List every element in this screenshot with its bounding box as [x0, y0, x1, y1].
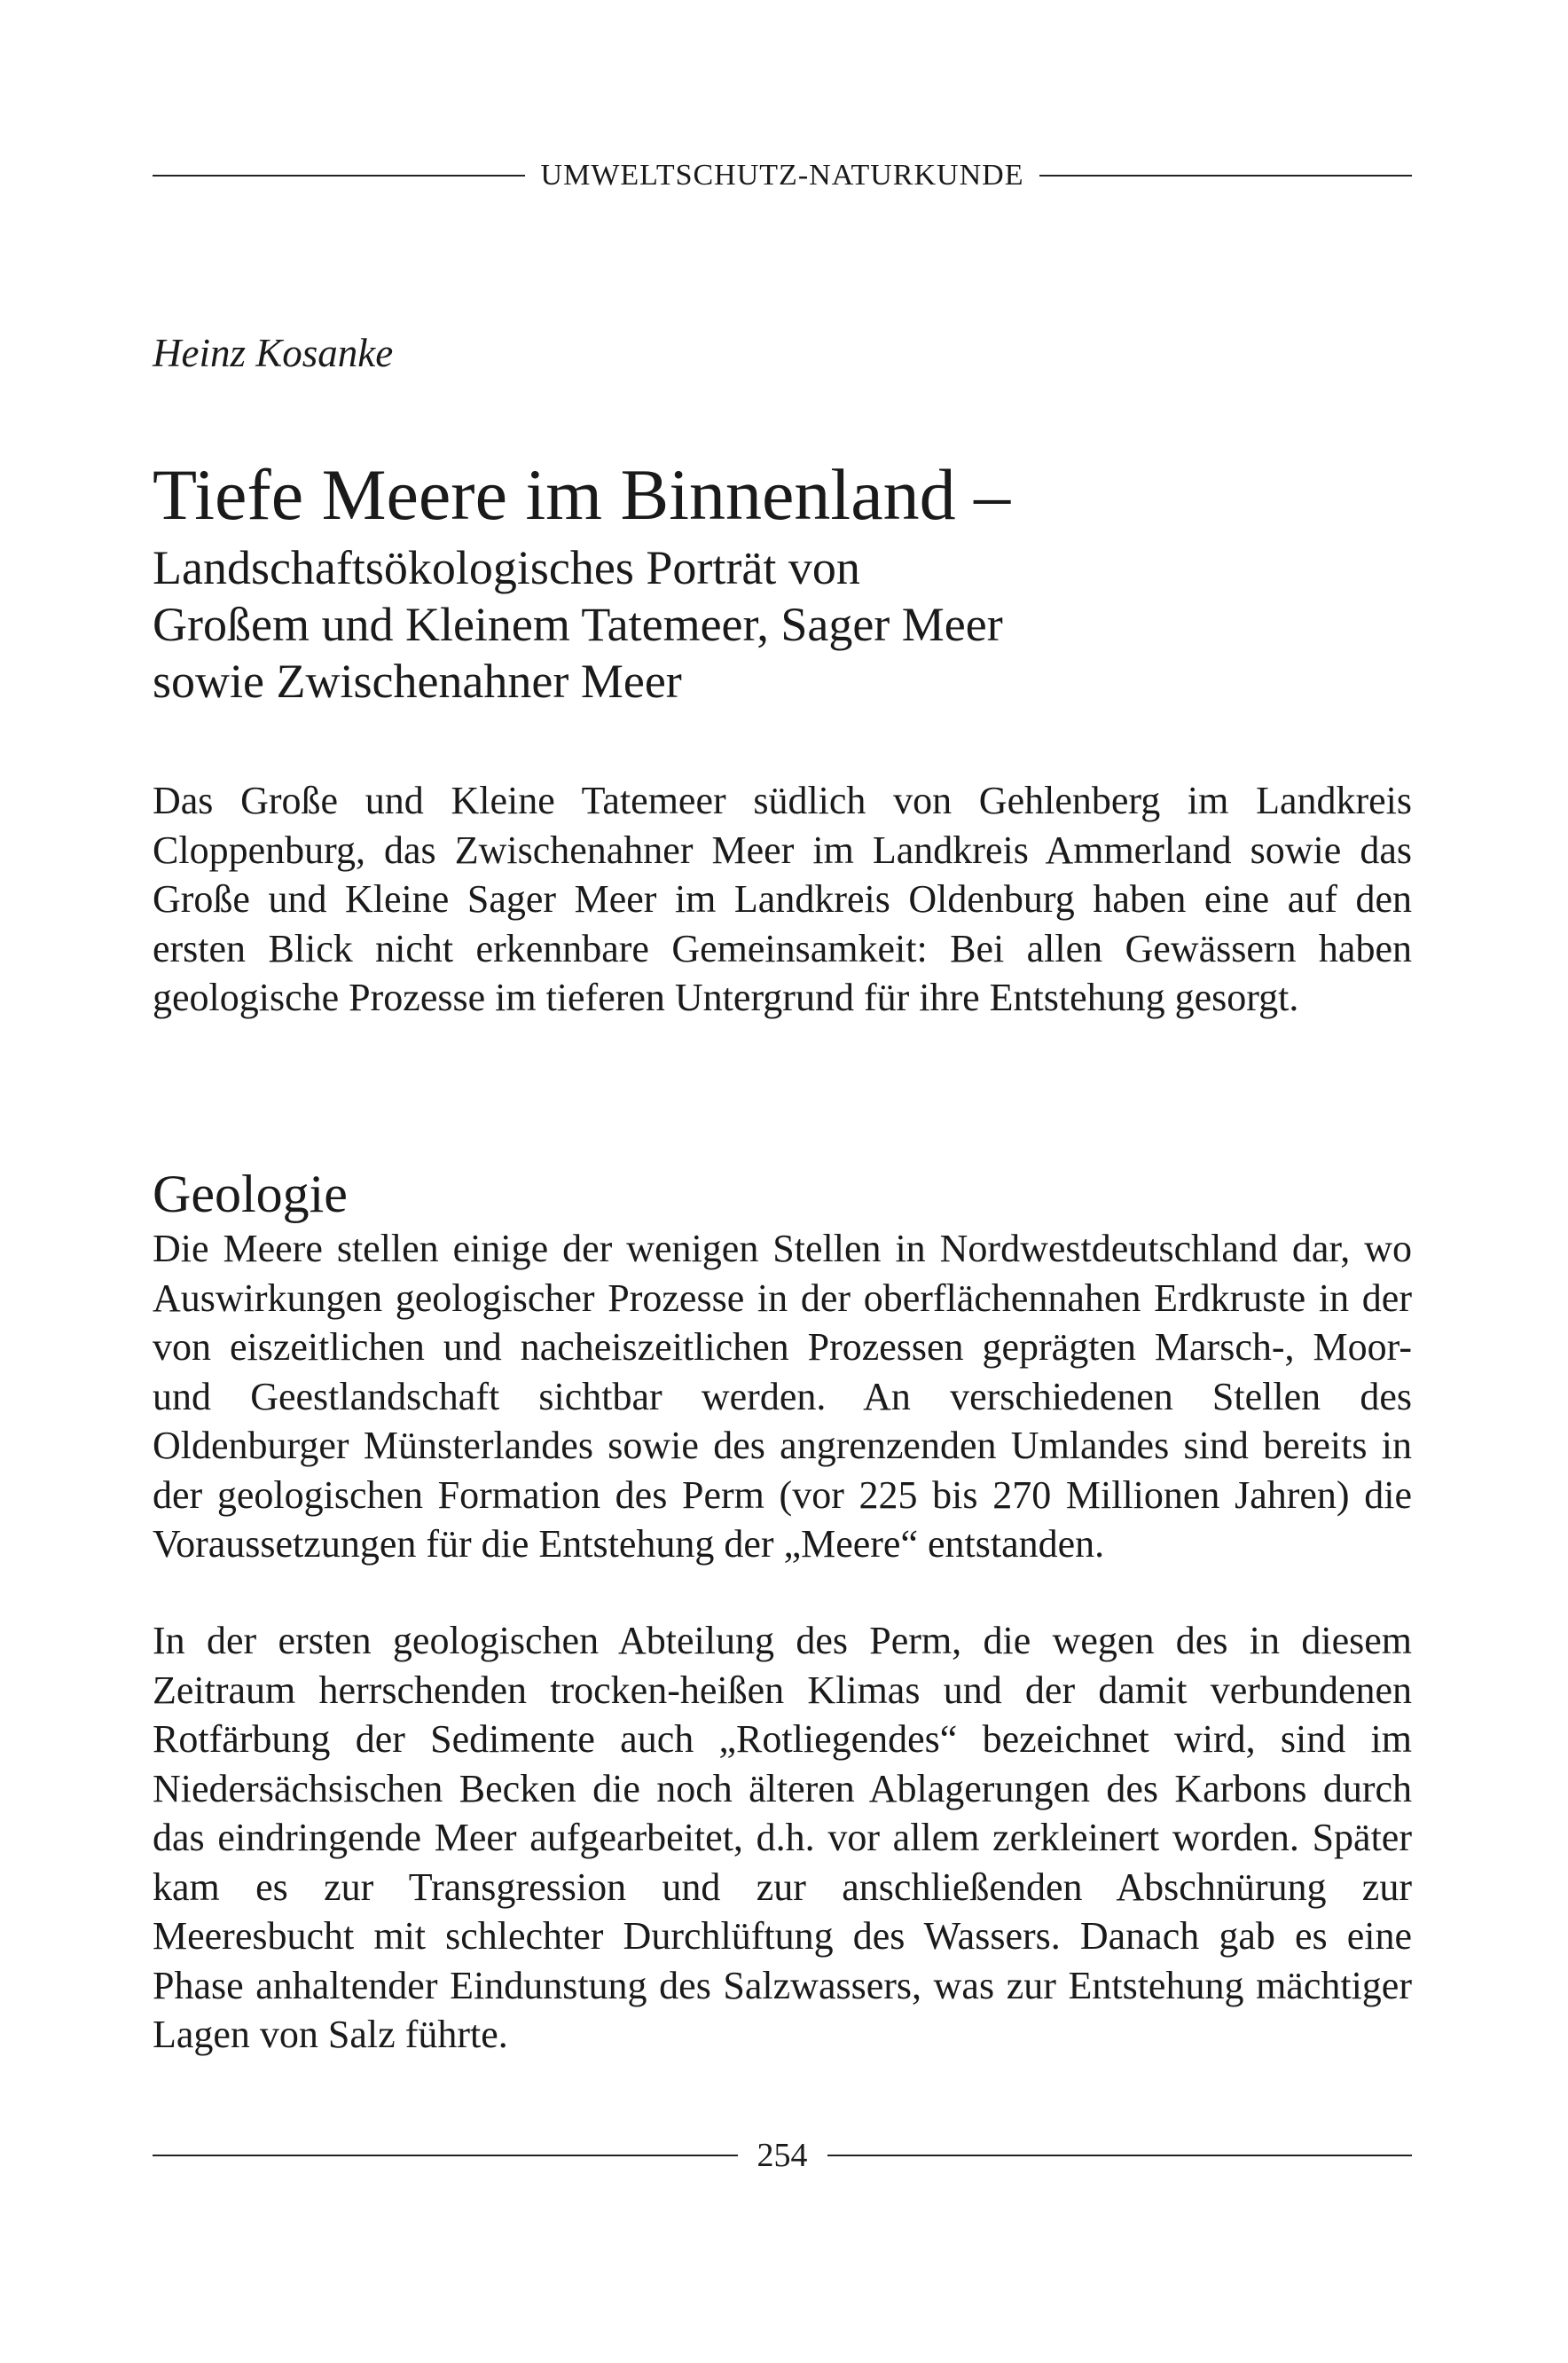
- page-number: 254: [757, 2137, 808, 2174]
- footer-rule-right: [827, 2155, 1413, 2156]
- subtitle-line: Großem und Kleinem Tatemeer, Sager Meer: [153, 598, 1003, 651]
- author-name: Heinz Kosanke: [153, 331, 394, 375]
- title-block: [153, 451, 1412, 710]
- subtitle-line: sowie Zwischenahner Meer: [153, 655, 682, 708]
- running-header: [153, 158, 1412, 193]
- page-footer: [153, 2136, 1412, 2175]
- footer-rule-left: [153, 2155, 738, 2156]
- header-rule-left: [153, 175, 525, 177]
- intro-paragraph: Das Große und Kleine Tatemeer südlich von Gehlenberg im Landkreis Cloppenburg, das Zwischenahner Meer im Landkreis Ammerland sowie das Große und Kleine Sager Meer im Landkreis Oldenburg haben eine auf den ersten Blick nicht erkennbare Gemeinsamkeit: Bei allen Gewässern haben geologische Prozesse im tieferen Untergrund für ihre Entstehung gesorgt.: [153, 779, 1412, 1019]
- subtitle-line: Landschaftsökologisches Porträt von: [153, 541, 860, 594]
- running-title: UMWELTSCHUTZ-NATURKUNDE: [540, 159, 1024, 192]
- body-paragraph: Die Meere stellen einige der wenigen Stellen in Nordwestdeutschland dar, wo Auswirkungen geologischer Prozesse in der oberflächennahen Erdkruste in der von eiszeitlichen und nacheiszeitlichen Prozessen geprägten Marsch-, Moor- und Geestlandschaft sichtbar werden. An verschiedenen Stellen des Oldenburger Münsterlandes sowie des angrenzenden Umlandes sind bereits in der geologischen Formation des Perm (vor 225 bis 270 Millionen Jahren) die Voraussetzungen für die Entstehung der „Meere“ entstanden.: [153, 1227, 1412, 1566]
- article-title: Tiefe Meere im Binnenland –: [153, 454, 1011, 535]
- header-rule-right: [1039, 175, 1412, 177]
- section-heading: Geologie: [153, 1165, 348, 1223]
- body-paragraph: In der ersten geologischen Abteilung des Perm, die wegen des in diesem Zeitraum herrschenden trocken-heißen Klimas und der damit verbundenen Rotfärbung der Sedimente auch „Rotliegendes“ bezeichnet wird, sind im Niedersächsischen Becken die noch älteren Ablagerungen des Karbons durch das eindringende Meer aufgearbeitet, d.h. vor allem zerkleinert worden. Später kam es zur Transgression und zur anschließenden Abschnürung zur Meeresbucht mit schlechter Durchlüftung des Wassers. Danach gab es eine Phase anhaltender Eindunstung des Salzwassers, was zur Entstehung mächtiger Lagen von Salz führte.: [153, 1619, 1412, 2056]
